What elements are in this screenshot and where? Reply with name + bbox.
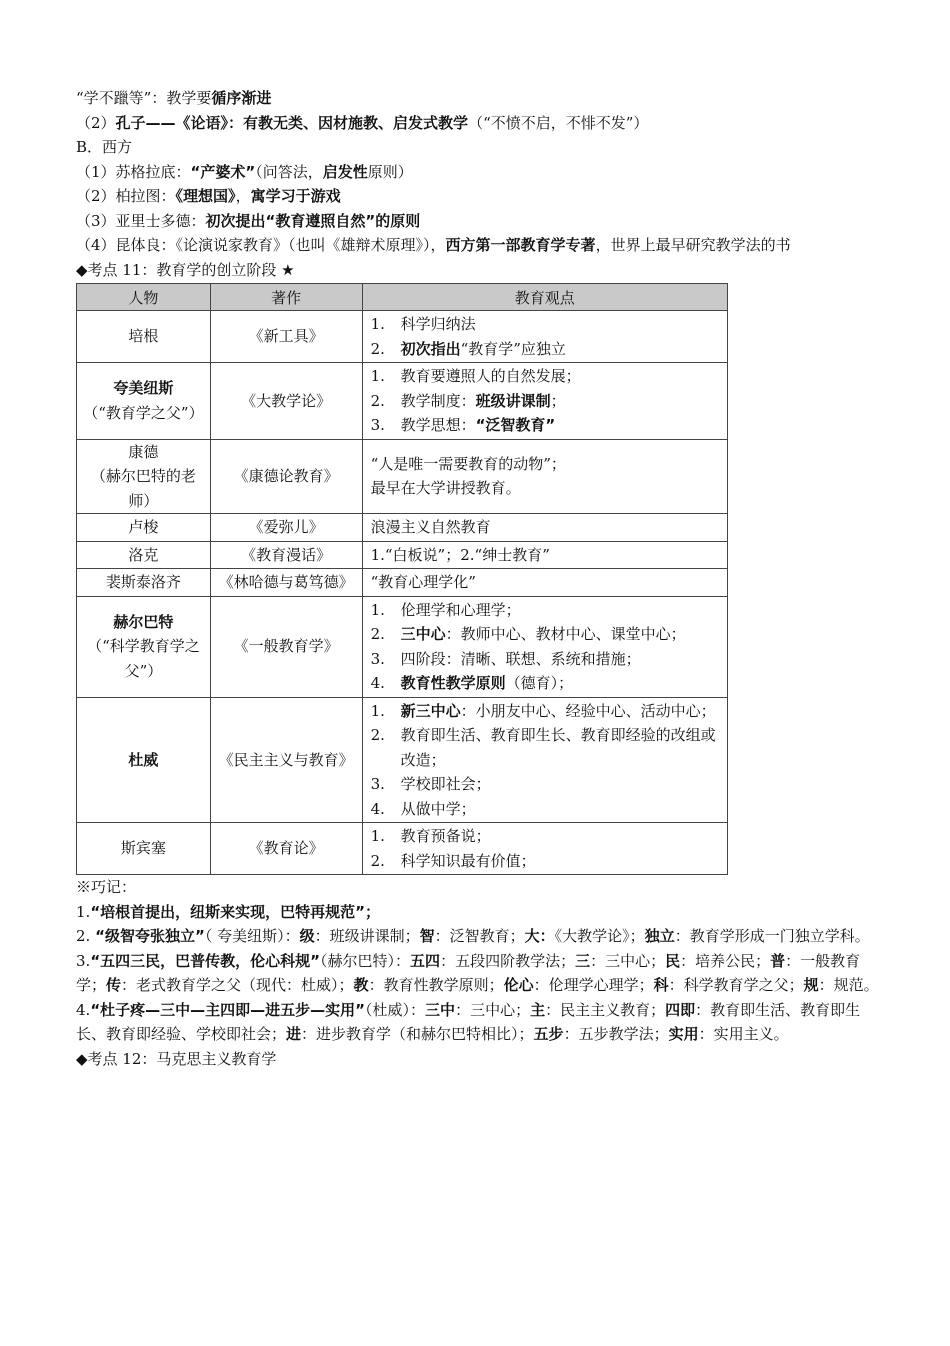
text-run: ；	[550, 391, 566, 410]
text-run: 科学知识最有价值；	[400, 851, 536, 870]
text-run: ：培养公民；	[680, 951, 771, 970]
viewpoint-item	[371, 570, 721, 595]
viewpoint-item	[371, 389, 721, 414]
viewpoint-item	[371, 476, 721, 501]
text-run: 2.	[76, 927, 96, 945]
text-run: ：教育性教学原则；	[368, 976, 504, 994]
item-text	[371, 570, 721, 595]
educators-table	[76, 283, 728, 875]
text-run: ：老式教育学之父（现代：杜威）；	[121, 976, 354, 994]
item-text	[401, 723, 721, 772]
item-text	[401, 598, 721, 623]
text-run: “学不躐等”：教学要	[76, 89, 212, 107]
text-run: （问答法，	[255, 162, 323, 181]
text-run: “人是唯一需要教育的动物”；	[370, 454, 566, 473]
intro-line	[76, 209, 886, 234]
item-text	[401, 699, 721, 724]
intro-line	[76, 184, 886, 209]
table-row	[77, 363, 728, 440]
work-cell: 《民主主义与教育》	[210, 697, 362, 823]
person-note: 洛克	[128, 545, 159, 564]
item-text	[401, 849, 721, 874]
person-cell	[77, 514, 211, 542]
table-row	[77, 596, 728, 697]
table-row	[77, 541, 728, 569]
item-text	[401, 337, 721, 362]
column-header: 教育观点	[362, 284, 727, 311]
bold-text: 科	[653, 976, 669, 994]
viewpoint-cell	[362, 823, 727, 875]
person-note: 斯宾塞	[120, 839, 166, 858]
text-run: 4.	[76, 1000, 91, 1019]
person-cell	[77, 823, 211, 875]
bold-text: 实用	[668, 1025, 699, 1043]
star-icon: ★	[281, 260, 295, 279]
text-run: “教育心理学化”	[370, 573, 476, 591]
item-text	[401, 622, 721, 647]
bold-text: “培根首提出，纽斯来实现，巴特再规范”；	[90, 902, 381, 921]
text-run: 学校即社会；	[400, 775, 491, 793]
viewpoint-item	[371, 364, 721, 389]
item-number: 1.	[370, 600, 385, 619]
viewpoint-cell	[362, 514, 727, 542]
bold-text: 教育性教学原则	[400, 674, 506, 692]
person-note: （“科学教育学之父”）	[87, 637, 200, 680]
item-number: 2.	[370, 851, 385, 870]
bold-text: 孔子——《论语》：有教无类、因材施教、启发式教学	[115, 113, 469, 132]
bold-text: 三中	[425, 1000, 456, 1019]
item-text	[371, 452, 721, 477]
person-note: 康德	[128, 442, 159, 461]
person-name: 杜威	[128, 750, 159, 769]
item-number: 3.	[370, 649, 385, 668]
item-text	[401, 413, 721, 438]
work-cell: 《教育论》	[210, 823, 362, 875]
bold-text: 传	[106, 976, 122, 994]
text-run: ：班级讲课制；	[314, 927, 420, 945]
bold-text: 《理想国》	[175, 187, 236, 205]
viewpoint-cell	[362, 363, 727, 440]
viewpoint-item	[371, 598, 721, 623]
bold-text: 五四	[410, 951, 441, 970]
bold-text: 大：	[524, 927, 555, 945]
item-number: 3.	[370, 775, 385, 793]
text-run: 教育即生活、教育即生长、教育即经验的改组或改造；	[400, 726, 716, 769]
person-cell	[77, 541, 211, 569]
viewpoint-item	[371, 671, 721, 696]
intro-line	[76, 233, 886, 258]
text-run: ：三中心；	[455, 1000, 531, 1019]
table-row	[77, 569, 728, 597]
table-row	[77, 514, 728, 542]
text-run: 3.	[76, 951, 91, 970]
text-run: ：五步教学法；	[563, 1025, 669, 1043]
item-text	[401, 647, 721, 672]
intro-section	[76, 86, 886, 258]
viewpoint-item	[371, 337, 721, 362]
item-text	[371, 543, 721, 568]
bold-text: 初次提出“教育遵照自然”的原则	[205, 211, 421, 230]
mnemonic-line	[76, 998, 886, 1047]
text-run: 最早在大学讲授教育。	[370, 479, 521, 498]
item-number: 2.	[370, 391, 385, 410]
person-note: 裴斯泰洛齐	[105, 573, 181, 591]
item-number: 4.	[370, 674, 385, 692]
viewpoint-cell	[362, 697, 727, 823]
text-run: 科学归纳法	[400, 315, 476, 333]
text-run: ：实用主义。	[698, 1025, 789, 1043]
viewpoint-item	[371, 723, 721, 772]
bold-text: 新三中心	[400, 701, 461, 720]
text-run: （赫尔巴特）：	[320, 951, 411, 970]
table-row	[77, 311, 728, 363]
text-run: ：科学教育学之父；	[668, 976, 804, 994]
viewpoint-item	[371, 452, 721, 477]
item-number: 4.	[370, 799, 385, 818]
text-run: （德育）；	[505, 674, 574, 692]
viewpoint-item	[371, 849, 721, 874]
item-number: 3.	[370, 416, 385, 434]
item-text	[401, 312, 721, 337]
text-run: 《大教学论》；	[554, 927, 645, 945]
bold-text: 循序渐进	[211, 89, 272, 107]
viewpoint-item	[371, 622, 721, 647]
text-run: 1.“白板说”；2.“绅士教育”	[370, 545, 550, 564]
item-number: 1.	[370, 827, 385, 845]
bold-text: “杜子疼—三中—主四即—进五步—实用”	[90, 1000, 366, 1019]
viewpoint-item	[371, 797, 721, 822]
text-run: ：民主主义教育；	[545, 1000, 666, 1019]
text-run: ，世界上最早研究教学法的书	[595, 236, 791, 254]
person-note: （“教育学之父”）	[83, 403, 204, 422]
item-number: 2.	[370, 339, 385, 358]
viewpoint-item	[371, 699, 721, 724]
bold-text: 主	[530, 1000, 546, 1019]
text-run: 1.	[76, 902, 91, 921]
bold-text: 启发性	[322, 162, 368, 181]
bold-text: 三中心	[400, 625, 446, 643]
bold-text: 民	[665, 951, 681, 970]
bold-text: 独立	[644, 927, 675, 945]
table-row	[77, 697, 728, 823]
bold-text: “级智夸张独立”	[95, 927, 205, 945]
text-run: 原则）	[367, 162, 413, 181]
text-run: ：泛智教育；	[434, 927, 525, 945]
text-run: 从做中学；	[400, 799, 476, 818]
item-text	[401, 364, 721, 389]
bold-text: “产婆术”	[190, 162, 256, 181]
text-run: ：一般教育学；	[76, 951, 861, 994]
viewpoint-cell	[362, 439, 727, 514]
item-number: 2.	[370, 625, 385, 643]
text-run: B．西方	[76, 138, 133, 156]
bold-text: 教	[353, 976, 369, 994]
person-cell	[77, 596, 211, 697]
text-run: ：伦理学心理学；	[533, 976, 654, 994]
bold-text: “五四三民，巴普传教，伦心科规”	[90, 951, 321, 970]
text-run: （ 夸美纽斯）：	[204, 927, 300, 945]
bold-text: 规	[803, 976, 819, 994]
person-note: 培根	[128, 327, 159, 346]
item-text	[401, 671, 721, 696]
column-header: 著作	[210, 284, 362, 311]
intro-line	[76, 160, 886, 185]
work-cell: 《一般教育学》	[210, 596, 362, 697]
bold-text: 级	[299, 927, 315, 945]
intro-line	[76, 135, 886, 160]
viewpoint-item	[371, 824, 721, 849]
intro-line	[76, 86, 886, 111]
viewpoint-cell	[362, 541, 727, 569]
text-run: ：小朋友中心、经验中心、活动中心；	[460, 701, 716, 720]
work-cell: 《康德论教育》	[210, 439, 362, 514]
bold-text: 班级讲课制	[475, 391, 551, 410]
text-run: ※巧记：	[76, 878, 137, 896]
mnemonic-line	[76, 924, 886, 949]
text-run: ：进步教育学（和赫尔巴特相比）；	[301, 1025, 534, 1043]
section-12-heading: ◆考点 12：马克思主义教育学	[76, 1049, 277, 1068]
person-cell	[77, 363, 211, 440]
work-cell: 《教育漫话》	[210, 541, 362, 569]
item-text	[401, 772, 721, 797]
text-run: 伦理学和心理学；	[400, 600, 521, 619]
viewpoint-cell	[362, 311, 727, 363]
text-run: 教育预备说；	[400, 827, 491, 845]
text-run: 浪漫主义自然教育	[370, 518, 491, 536]
table-row	[77, 439, 728, 514]
bold-text: 普	[770, 951, 786, 970]
item-text	[401, 797, 721, 822]
text-run: （4）昆体良：《论演说家教育》（也叫《雄辩术原理》），	[76, 236, 446, 254]
table-header-row	[77, 284, 728, 311]
bold-text: 五步	[533, 1025, 564, 1043]
text-run: （“不愤不启，不悱不发”）	[468, 113, 649, 132]
mnemonic-section	[76, 875, 886, 1047]
work-cell: 《新工具》	[210, 311, 362, 363]
text-run: ：规范。	[818, 976, 879, 994]
text-run: （1）苏格拉底：	[76, 162, 191, 181]
person-name: 赫尔巴特	[113, 612, 174, 631]
bold-text: “泛智教育”	[475, 416, 556, 434]
text-run: ：教育即生活、教育即生长、教育即经验、学校即社会；	[76, 1000, 861, 1043]
viewpoint-item	[371, 413, 721, 438]
item-number: 1.	[370, 701, 385, 720]
text-run: “教育学”应独立	[460, 339, 566, 358]
work-cell: 《大教学论》	[210, 363, 362, 440]
item-number: 1.	[370, 367, 385, 385]
item-text	[371, 476, 721, 501]
text-run: 四阶段：清晰、联想、系统和措施；	[400, 649, 641, 668]
text-run: （3）亚里士多德：	[76, 211, 206, 230]
text-run: ：教师中心、教材中心、课堂中心；	[445, 625, 686, 643]
bold-text: 四即	[665, 1000, 696, 1019]
text-run: 教学制度：	[400, 391, 476, 410]
text-run: ：教育学形成一门独立学科。	[674, 927, 870, 945]
person-cell	[77, 439, 211, 514]
bold-text: 初次指出	[400, 339, 461, 358]
mnemonic-line	[76, 900, 886, 925]
text-run: ：五段四阶教学法；	[440, 951, 576, 970]
text-run: （杜威）：	[365, 1000, 426, 1019]
item-text	[401, 824, 721, 849]
person-note: 卢梭	[128, 518, 159, 536]
column-header: 人物	[77, 284, 211, 311]
viewpoint-item	[371, 772, 721, 797]
item-number: 1.	[370, 315, 385, 333]
viewpoint-item	[371, 543, 721, 568]
text-run: 教育要遵照人的自然发展；	[400, 367, 581, 385]
text-run: ：三中心；	[590, 951, 666, 970]
bold-text: 三	[575, 951, 591, 970]
viewpoint-cell	[362, 596, 727, 697]
text-run: （2）柏拉图：	[76, 187, 176, 205]
viewpoint-item	[371, 312, 721, 337]
intro-line	[76, 111, 886, 136]
work-cell: 《爱弥儿》	[210, 514, 362, 542]
viewpoint-item	[371, 647, 721, 672]
viewpoint-item	[371, 515, 721, 540]
bold-text: 寓学习于游戏	[250, 187, 341, 205]
item-text	[401, 389, 721, 414]
bold-text: 西方第一部教育学专著	[445, 236, 596, 254]
table-row	[77, 823, 728, 875]
text-run: 教学思想：	[400, 416, 476, 434]
text-run: ，	[235, 187, 251, 205]
bold-text: 进	[286, 1025, 302, 1043]
text-run: （2）	[76, 113, 116, 132]
bold-text: 伦心	[503, 976, 534, 994]
person-note: （赫尔巴特的老师）	[90, 467, 196, 510]
document-page	[76, 86, 886, 1071]
section-11-heading: ◆考点 11：教育学的创立阶段 ★	[76, 260, 295, 279]
work-cell: 《林哈德与葛笃德》	[210, 569, 362, 597]
item-number: 2.	[370, 726, 385, 744]
item-text	[371, 515, 721, 540]
viewpoint-cell	[362, 569, 727, 597]
person-cell	[77, 697, 211, 823]
person-cell	[77, 311, 211, 363]
person-cell	[77, 569, 211, 597]
bold-text: 智	[419, 927, 435, 945]
person-name: 夸美纽斯	[113, 379, 174, 398]
mnemonic-line	[76, 949, 886, 998]
mnemonic-line	[76, 875, 886, 900]
